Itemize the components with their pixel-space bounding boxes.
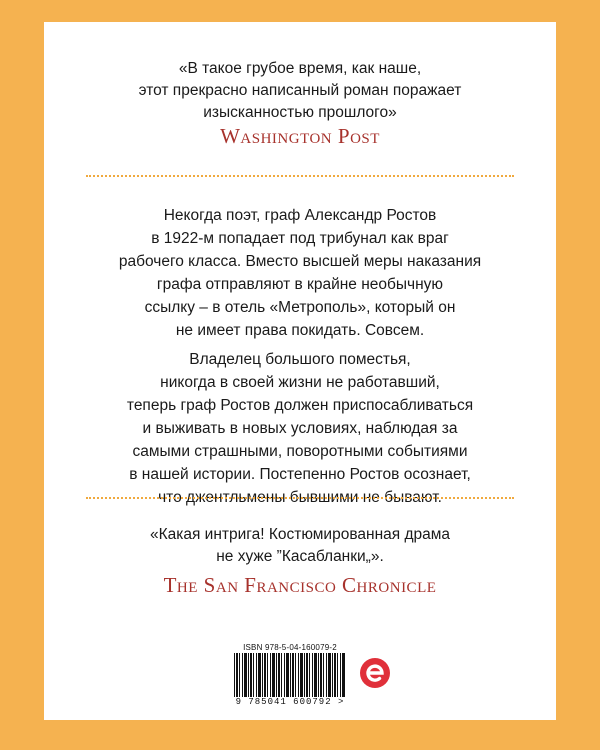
isbn-label: ISBN 978-5-04-160079-2 [243,643,337,652]
para2-line: теперь граф Ростов должен приспосабливаться [126,397,474,414]
bottom-quote-source: The San Francisco Chronicle [163,573,437,597]
para2-line: в нашей истории. Постепенно Ростов осознает, [129,466,471,483]
description-paragraph-2 [44,348,556,509]
para2-line: что джентльмены бывшими не бывают. [158,489,442,506]
top-quote-line-3: изысканностью прошлого» [203,104,397,121]
barcode-digits: 9 785041 600792 > [235,697,345,707]
para2-line: Владелец большого поместья, [189,351,411,368]
para2-line: никогда в своей жизни не работавший, [160,374,440,391]
para2-line: самыми страшными, поворотными событиями [132,443,468,460]
description [44,204,556,509]
bottom-quote [44,524,556,568]
bottom-quote-line-2: не хуже ”Касабланки„». [216,548,384,565]
para1-line: не имеет права покидать. Совсем. [175,322,425,339]
para1-line: в 1922-м попадает под трибунал как враг [151,230,449,247]
para1-line: рабочего класса. Вместо высшей меры наказания [118,253,482,270]
barcode [226,643,354,709]
para2-line: и выживать в новых условиях, наблюдая за [142,420,458,437]
para1-line: Некогда поэт, граф Александр Ростов [163,207,437,224]
bottom-quote-line-1: «Какая интрига! Костюмированная драма [149,526,451,543]
barcode-bars [234,653,346,697]
top-quote-line-2: этот прекрасно написанный роман поражает [138,82,462,99]
para1-line: графа отправляют в крайне необычную [156,276,444,293]
divider-top [86,175,514,177]
top-quote-source: Washington Post [220,124,380,148]
para1-line: ссылку – в отель «Метрополь», который он [144,299,456,316]
description-paragraph-1 [44,204,556,342]
divider-bottom [86,497,514,499]
publisher-e-logo-icon [358,656,392,690]
top-quote-line-1: «В такое грубое время, как наше, [178,60,422,77]
top-quote [44,58,556,124]
